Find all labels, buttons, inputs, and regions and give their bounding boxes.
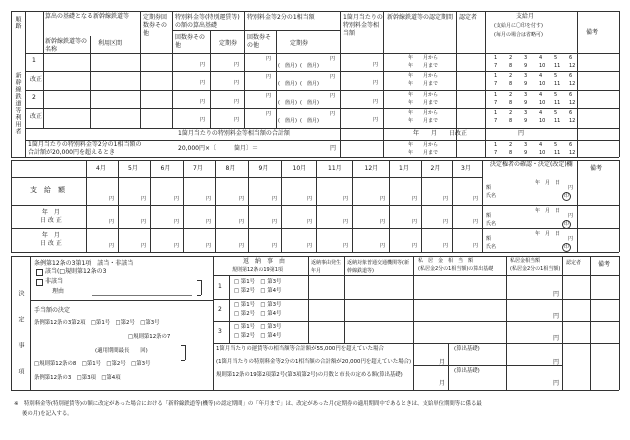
yen-mark: 円 [200, 62, 206, 68]
applicable-line: 該当(□規則第12条の3 [45, 268, 107, 275]
decision-date: 年 月 日 [535, 208, 561, 214]
option-line-a: □ 第1号 □ 第3号 [234, 324, 282, 330]
seq-header: 順路 [14, 16, 21, 29]
decision-date: 年 月 日 [535, 231, 561, 237]
yen-mark: 円 [330, 145, 337, 152]
option-line-b: □ 第2号 □ 第4号 [234, 333, 282, 339]
yen-mark: 円 [473, 219, 479, 225]
yen-mark: 円 [141, 243, 147, 249]
month-unit: 月 [439, 380, 446, 387]
amount-label: 額 [486, 185, 492, 191]
row-number: 1 [32, 57, 36, 64]
row-number: 3 [218, 328, 222, 335]
pay-month-option: 2 [509, 55, 513, 61]
yen-mark: 円 [568, 185, 574, 191]
fee-base-header: 私 居 金 相 当 額 [418, 258, 474, 264]
seal-circle: 印 [563, 244, 569, 250]
pay-month-option: 7 [494, 81, 498, 87]
remarks-header: 備考 [590, 165, 603, 172]
yen-mark: 円 [234, 62, 240, 68]
yen-mark: 円 [272, 219, 278, 225]
yen-mark: 円 [206, 243, 212, 249]
not-applicable-line: 非該当 [45, 278, 64, 285]
yen-mark: 円 [234, 117, 240, 123]
pay-month-option: 12 [569, 150, 576, 156]
pay-month-option: 5 [554, 92, 558, 98]
yen-mark: 円 [373, 80, 379, 86]
month-header: 6月 [160, 165, 171, 172]
name-label: 氏名 [486, 244, 497, 250]
article-3-line: 条例第12条の3 □第3項 □第4項 [34, 375, 121, 381]
pay-month-option: 6 [569, 55, 573, 61]
yen-mark: 円 [343, 196, 349, 202]
pay-month-option: 10 [539, 150, 546, 156]
note-line-2: (1箇月当たりの特別料金等2分の1相当額の合計額が20,000円を超えていた場合) [216, 359, 412, 365]
yen-mark: 円 [380, 219, 386, 225]
reason-subheader: 規則第12条の19第1項 [232, 267, 283, 273]
yen-mark: 円 [443, 243, 449, 249]
yen-mark: 円 [234, 99, 240, 105]
pay-month-option: 5 [554, 142, 558, 148]
revised-date-label: 年 月 日 改 正 [40, 232, 62, 247]
checkbox[interactable] [36, 279, 43, 286]
months-count: ( 箇月) [278, 118, 297, 124]
article-line: 条例第12条の3第1項 該当・非該当 [34, 260, 134, 267]
yen-mark: 円 [330, 56, 336, 62]
yen-mark: 円 [373, 99, 379, 105]
yen-mark: 円 [553, 380, 560, 387]
yen-mark: 円 [109, 196, 115, 202]
clerk-header: 認定者 [566, 260, 582, 266]
remarks-header: 備考 [598, 261, 611, 268]
pay-month-option: 2 [509, 92, 513, 98]
yen-mark: 円 [141, 196, 147, 202]
yen-mark: 円 [343, 243, 349, 249]
pay-month-option: 7 [494, 118, 498, 124]
months-count: ( 箇月) [278, 63, 297, 69]
pay-month-option: 2 [509, 110, 513, 116]
yen-mark: 円 [568, 236, 574, 242]
yen-mark: 円 [553, 291, 560, 298]
pay-month-option: 11 [554, 150, 561, 156]
allowance-decision: 手当額の決定 [34, 307, 71, 314]
decision-side-label: 決 定 事 項 [17, 290, 24, 381]
yen-mark: 円 [307, 196, 313, 202]
reason-label: 理由 [52, 288, 65, 295]
pay-month-option: 10 [539, 118, 546, 124]
row-number: 2 [32, 94, 36, 101]
pay-month-option: 12 [569, 118, 576, 124]
clerk-header: 認定者 [459, 14, 478, 21]
pay-amount-label: 支 給 額 [30, 186, 65, 194]
yen-mark: 円 [373, 117, 379, 123]
yen-mark: 円 [200, 99, 206, 105]
pay-month-option: 10 [539, 63, 546, 69]
yen-mark: 円 [174, 196, 180, 202]
month-header: 9月 [258, 165, 269, 172]
month-header: 2月 [430, 165, 441, 172]
fee-amount-header: 私居金相当額 [510, 258, 541, 264]
route-header: 算出の基礎となる新幹線鉄道等 [45, 13, 130, 20]
pay-month-option: 8 [509, 63, 513, 69]
pay-month-option: 5 [554, 73, 558, 79]
period-to: 年 月まで [408, 150, 439, 156]
months-count: ( 箇月) [278, 100, 297, 106]
remarks-header: 備考 [586, 29, 599, 36]
yen-mark: 円 [266, 56, 272, 62]
yen-mark: 円 [412, 196, 418, 202]
pay-month-option: 11 [554, 100, 561, 106]
monthly-sum-label: 1箇月当たりの特別料金等相当額の合計額 [178, 130, 290, 137]
seal-circle: 印 [563, 193, 569, 199]
yen-mark: 円 [443, 219, 449, 225]
article-2-line: 条例第12条の3第2項 □第1号 □第2号 □第3号 [34, 320, 160, 326]
rule-12-7-line: □規則第12条の7 [128, 334, 171, 340]
yen-mark: 円 [272, 243, 278, 249]
yen-mark: 円 [206, 219, 212, 225]
side-label-users: 新幹線鉄道等利用者 [14, 72, 21, 135]
month-header: 5月 [128, 165, 138, 172]
yen-mark: 円 [239, 196, 245, 202]
fee-sub-header-a: 回数券その他 [175, 34, 206, 49]
yen-mark: 円 [443, 196, 449, 202]
option-line-a: □ 第1号 □ 第3号 [234, 279, 282, 285]
pay-month-option: 12 [569, 100, 576, 106]
pay-month-option: 6 [569, 110, 573, 116]
yen-mark: 円 [473, 243, 479, 249]
yen-mark: 円 [200, 117, 206, 123]
row-number: 1 [218, 283, 222, 290]
pay-month-option: 4 [539, 142, 543, 148]
pay-month-option: 8 [509, 150, 513, 156]
pay-month-option: 8 [509, 100, 513, 106]
month-header: 10月 [292, 165, 307, 172]
yen-mark: 円 [518, 130, 525, 137]
footer-note-line-2: 後の月)を記入する。 [22, 411, 73, 417]
month-header: 11月 [328, 165, 342, 172]
pay-month-option: 5 [554, 55, 558, 61]
calc-base-label: (算出基礎) [454, 346, 480, 352]
period-to: 年 月まで [408, 63, 439, 69]
period-from: 年 月から [408, 55, 439, 61]
months-count: ( 箇月) [300, 118, 319, 124]
yen-mark: 円 [307, 219, 313, 225]
period-from: 年 月から [408, 110, 439, 116]
checkbox[interactable] [36, 269, 43, 276]
decision-date: 年 月 日 [535, 180, 561, 186]
yen-mark: 円 [553, 313, 560, 320]
yen-mark: 円 [200, 80, 206, 86]
threshold-line-2: 合計額が20,000円を超えるとき [28, 149, 115, 156]
threshold-line-1: 1箇月当たりの特別料金等2分の1相当額の [28, 141, 142, 148]
pay-note-1: (支給月に〇印を付す) [494, 23, 543, 29]
pay-month-option: 3 [524, 92, 528, 98]
pay-month-option: 10 [539, 100, 546, 106]
months-count: ( 箇月) [300, 63, 319, 69]
pay-month-option: 1 [494, 142, 498, 148]
special-fee-header: 特別料金等(特別運賃等)の額の算出基礎 [175, 14, 240, 29]
pay-month-option: 11 [554, 63, 561, 69]
half-fee-header: 特別料金等2分の1相当額 [247, 14, 315, 21]
pay-month-option: 1 [494, 92, 498, 98]
yen-mark: 円 [266, 93, 272, 99]
return-date-header: 返納事由発生年月 [311, 260, 342, 274]
yen-mark: 円 [373, 62, 379, 68]
yen-mark: 円 [553, 359, 560, 366]
fee-base-subheader: (私居金2分の1相当額)の算出基礎 [418, 266, 494, 272]
fixed-calc-header: 定期券回数券その他 [143, 14, 168, 37]
rule-12-8-line: □規則第12条の8 □第1号 □第2号 □第3号 [34, 361, 151, 367]
pay-month-option: 4 [539, 73, 543, 79]
pay-month-option: 1 [494, 73, 498, 79]
pay-month-option: 12 [569, 63, 576, 69]
yen-mark: 円 [141, 219, 147, 225]
yen-mark: 円 [330, 111, 336, 117]
pay-month-option: 11 [554, 81, 561, 87]
pay-month-option: 9 [524, 118, 528, 124]
yen-mark: 円 [568, 213, 574, 219]
reason-header: 返 納 事 由 [243, 258, 286, 265]
yen-mark: 円 [206, 196, 212, 202]
yen-mark: 円 [266, 111, 272, 117]
month-header: 1月 [399, 165, 409, 172]
pay-month-option: 3 [524, 110, 528, 116]
period-from: 年 月から [408, 92, 439, 98]
yen-mark: 円 [266, 74, 272, 80]
pay-month-option: 7 [494, 100, 498, 106]
option-line-b: □ 第2号 □ 第4号 [234, 288, 282, 294]
revision-label: 改正 [30, 76, 43, 83]
option-line-b: □ 第2号 □ 第4号 [234, 311, 282, 317]
pay-month-option: 12 [569, 81, 576, 87]
month-header: 7月 [193, 165, 203, 172]
months-count: ( 箇月) [278, 81, 297, 87]
amount-label: 額 [486, 236, 492, 242]
sum-revision-date: 年 月 日改正 [413, 130, 468, 137]
fee-amount-subheader: (私居金2分の1相当額) [510, 266, 561, 272]
yen-mark: 円 [330, 74, 336, 80]
pay-month-header: 支給月 [516, 13, 535, 20]
yen-mark: 円 [380, 196, 386, 202]
months-count: ( 箇月) [300, 100, 319, 106]
yen-mark: 円 [380, 243, 386, 249]
route-name-header: 新幹線鉄道等の名称 [45, 38, 88, 53]
fee-sub-header-b: 定期券 [219, 40, 238, 47]
pay-month-option: 11 [554, 118, 561, 124]
period-from: 年 月から [408, 73, 439, 79]
pay-month-option: 9 [524, 63, 528, 69]
pay-month-option: 2 [509, 73, 513, 79]
yen-mark: 円 [343, 219, 349, 225]
pay-month-option: 3 [524, 142, 528, 148]
pay-month-option: 6 [569, 92, 573, 98]
pay-month-option: 9 [524, 81, 528, 87]
period-to: 年 月まで [408, 100, 439, 106]
cert-period-header: 新幹線鉄道等の認定期間 [387, 14, 454, 21]
pay-month-option: 1 [494, 55, 498, 61]
revised-date-label: 年 月 日 改 正 [40, 209, 62, 224]
month-header: 4月 [96, 165, 106, 172]
period-to: 年 月まで [408, 118, 439, 124]
month-header: 8月 [225, 165, 236, 172]
name-label: 氏名 [486, 221, 497, 227]
decision-header: 決定権者の確認・決定(改定)欄 [490, 161, 573, 168]
footer-note-line-1: ※ 特別料金等(特別運賃等)の額に改定があった場合における「新幹線鉄道等(機等)の認定期間」の「年月まで」は、改定があった月(定期券の適用期間中であるときは、支給単位期間等に係る最 [14, 401, 482, 407]
pay-month-option: 2 [509, 142, 513, 148]
yen-mark: 円 [473, 196, 479, 202]
month-header: 3月 [461, 165, 471, 172]
row-number: 2 [218, 306, 222, 313]
calc-base-label: (算出基礎) [454, 368, 480, 374]
formula: 20,000円×〔 箇月〕＝ [178, 145, 259, 152]
yen-mark: 円 [272, 196, 278, 202]
yen-mark: 円 [307, 243, 313, 249]
pay-month-option: 10 [539, 81, 546, 87]
pay-month-option: 9 [524, 100, 528, 106]
period-from: 年 月から [408, 142, 439, 148]
half-sub-header-a: 回数券その他 [247, 34, 272, 49]
pay-month-option: 4 [539, 110, 543, 116]
ordinary-transport-header: 返納対象普通交通機関等(新幹線鉄道等) [347, 260, 409, 274]
yen-mark: 円 [330, 93, 336, 99]
pay-month-option: 8 [509, 81, 513, 87]
yen-mark: 円 [239, 243, 245, 249]
pay-month-option: 9 [524, 150, 528, 156]
pay-month-option: 5 [554, 110, 558, 116]
option-line-a: □ 第1号 □ 第3号 [234, 302, 282, 308]
yen-mark: 円 [234, 80, 240, 86]
pay-month-option: 1 [494, 110, 498, 116]
revision-label: 改正 [30, 113, 43, 120]
pay-month-option: 6 [569, 142, 573, 148]
yen-mark: 円 [174, 243, 180, 249]
seal-circle: 印 [563, 221, 569, 227]
half-sub-header-b: 定期券 [290, 40, 309, 47]
yen-mark: 円 [412, 219, 418, 225]
months-count: ( 箇月) [300, 81, 319, 87]
pay-month-option: 3 [524, 55, 528, 61]
yen-mark: 円 [109, 243, 115, 249]
pay-note-2: (毎月の場合は省略可) [494, 32, 543, 38]
pay-month-option: 8 [509, 118, 513, 124]
yen-mark: 円 [412, 243, 418, 249]
yen-mark: 円 [174, 219, 180, 225]
yen-mark: 円 [553, 335, 560, 342]
pay-month-option: 7 [494, 63, 498, 69]
monthly-header: 1箇月当たりの特別料金等相当額 [343, 14, 383, 37]
period-line: (適用期間最長 回) [95, 348, 148, 354]
pay-month-option: 3 [524, 73, 528, 79]
pay-month-option: 6 [569, 73, 573, 79]
section-header: 利用区間 [98, 40, 123, 47]
yen-mark: 円 [109, 219, 115, 225]
pay-month-option: 4 [539, 92, 543, 98]
month-unit: 月 [439, 359, 446, 366]
name-label: 氏名 [486, 193, 497, 199]
pay-month-option: 4 [539, 55, 543, 61]
note-line-1: 1箇月当たりの運賃等の相当額等合計額が55,000円を超えていた場合 [216, 346, 384, 352]
month-header: 12月 [364, 165, 379, 172]
amount-label: 額 [486, 213, 492, 219]
yen-mark: 円 [239, 219, 245, 225]
pay-month-option: 7 [494, 150, 498, 156]
period-to: 年 月まで [408, 81, 439, 87]
note-line-3: 規則第12条の19第2項第2号(第3項第2号)の月数と市長の定める額(算出基礎) [216, 372, 403, 378]
